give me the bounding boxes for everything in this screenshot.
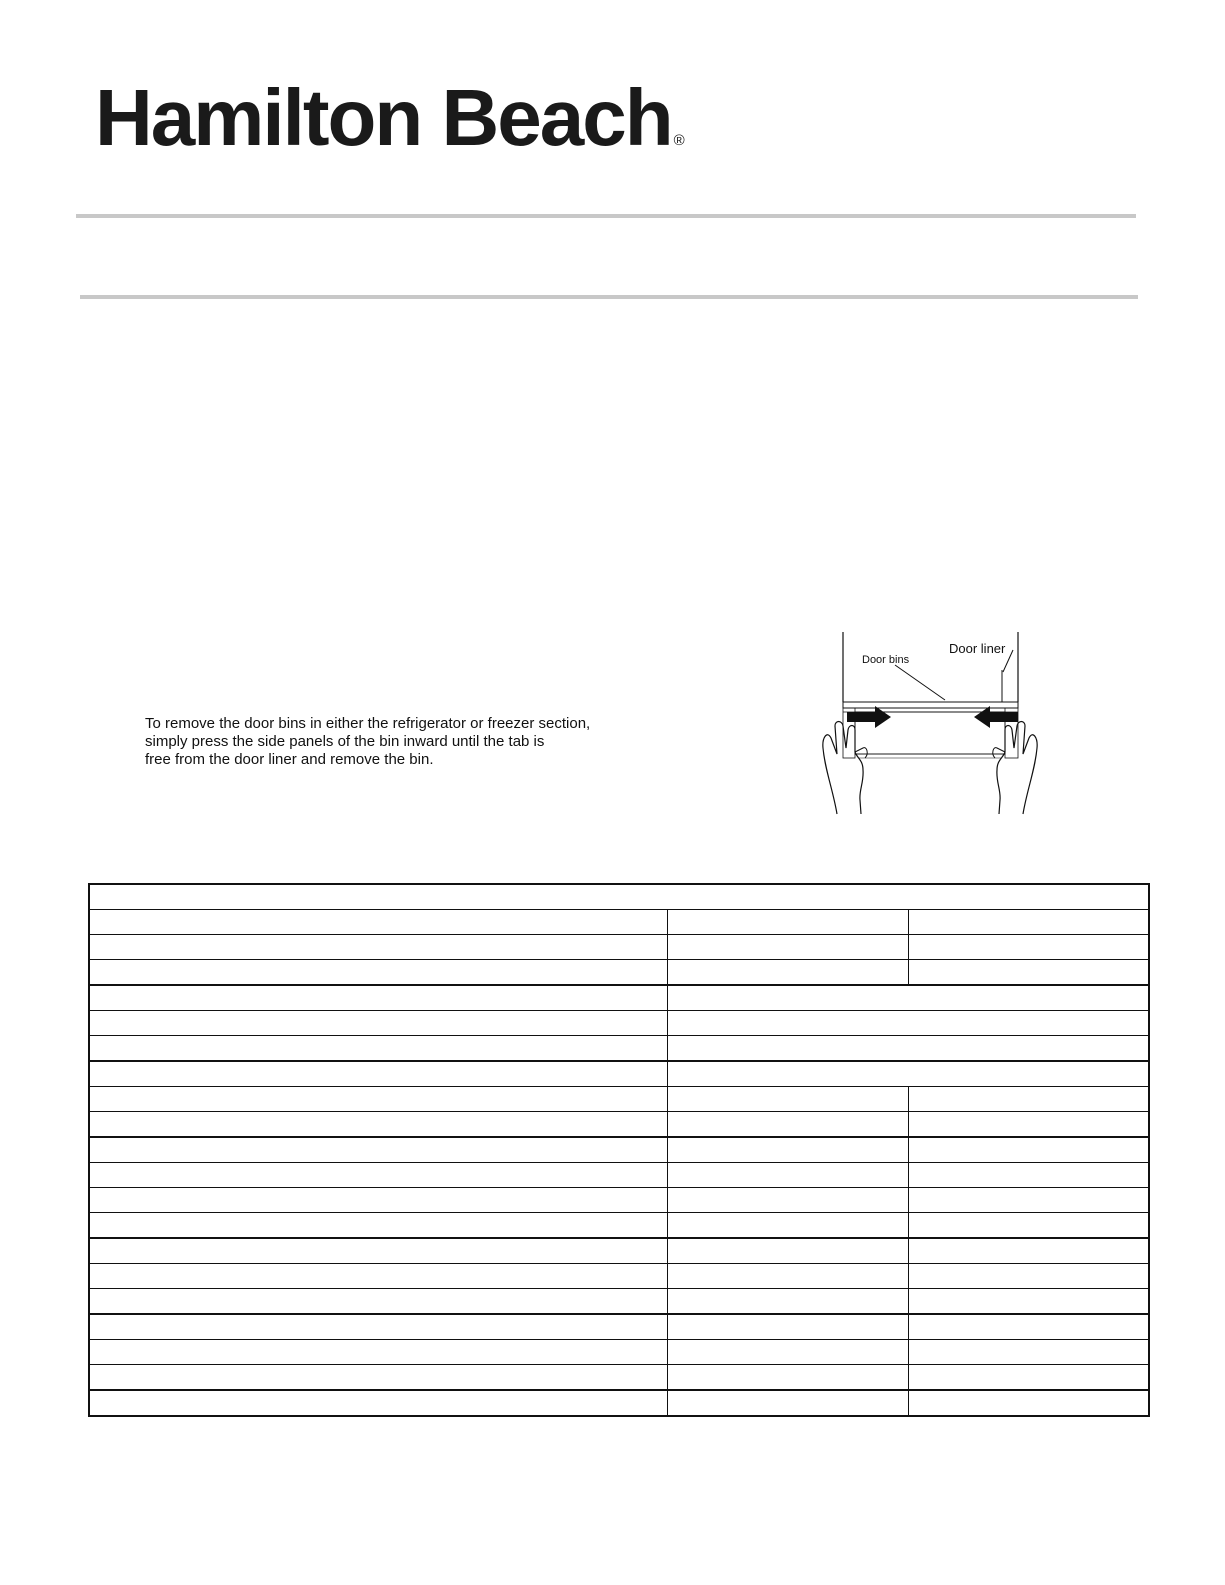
- header-divider-bottom: [80, 295, 1138, 299]
- table-cell: [667, 1390, 908, 1416]
- table-row: [89, 910, 1149, 935]
- table-cell: [89, 1340, 667, 1365]
- table-cell: [89, 1061, 667, 1087]
- table-cell: [908, 1087, 1149, 1112]
- table-cell: [908, 1314, 1149, 1340]
- table-cell: [908, 935, 1149, 960]
- table-cell: [908, 1188, 1149, 1213]
- table-cell: [89, 1163, 667, 1188]
- table-row: [89, 1011, 1149, 1036]
- table-cell: [667, 910, 908, 935]
- table-row: [89, 1340, 1149, 1365]
- table-row: [89, 960, 1149, 986]
- table-cell: [89, 1238, 667, 1264]
- instruction-line: free from the door liner and remove the bin.: [145, 751, 434, 768]
- table-cell: [667, 935, 908, 960]
- table-cell: [667, 1238, 908, 1264]
- table-cell: [89, 1264, 667, 1289]
- table-cell: [908, 1238, 1149, 1264]
- table-cell: [667, 1365, 908, 1391]
- table-cell: [667, 1340, 908, 1365]
- table-cell: [89, 1011, 667, 1036]
- table-cell: [667, 1264, 908, 1289]
- brand-name: Hamilton Beach: [95, 73, 672, 162]
- table-cell: [89, 1036, 667, 1062]
- table-row: [89, 1213, 1149, 1239]
- table-cell: [89, 1365, 667, 1391]
- table-cell: [667, 1213, 908, 1239]
- table-cell: [89, 884, 1149, 910]
- table-row: [89, 1365, 1149, 1391]
- table-row: [89, 1137, 1149, 1163]
- table-cell: [908, 1264, 1149, 1289]
- table-row: [89, 1314, 1149, 1340]
- table-row: [89, 884, 1149, 910]
- table-cell: [89, 1213, 667, 1239]
- table-cell: [667, 1188, 908, 1213]
- table-cell: [667, 960, 908, 986]
- table-cell: [667, 1061, 1149, 1087]
- table-cell: [667, 1036, 1149, 1062]
- table-row: [89, 1289, 1149, 1315]
- brand-logo: [95, 73, 685, 162]
- door-bins-label: Door bins: [862, 654, 910, 666]
- table-cell: [908, 1137, 1149, 1163]
- specifications-table: [88, 883, 1150, 1417]
- table-cell: [667, 1289, 908, 1315]
- table-cell: [667, 985, 1149, 1011]
- table-cell: [908, 1213, 1149, 1239]
- table-row: [89, 1238, 1149, 1264]
- table-cell: [908, 1163, 1149, 1188]
- table-cell: [908, 1289, 1149, 1315]
- table-cell: [908, 910, 1149, 935]
- door-bin-removal-illustration: [815, 630, 1045, 815]
- table-cell: [667, 1314, 908, 1340]
- table-row: [89, 985, 1149, 1011]
- table-row: [89, 1087, 1149, 1112]
- table-cell: [667, 1087, 908, 1112]
- table-row: [89, 1390, 1149, 1416]
- instruction-line: simply press the side panels of the bin inward until the tab is: [145, 733, 545, 750]
- table-cell: [667, 1137, 908, 1163]
- table-row: [89, 1036, 1149, 1062]
- table-row: [89, 1112, 1149, 1138]
- table-cell: [89, 1087, 667, 1112]
- header-divider-top: [76, 214, 1136, 218]
- table-cell: [89, 1390, 667, 1416]
- door-bin-instructions: [145, 715, 665, 769]
- table-row: [89, 1163, 1149, 1188]
- table-cell: [667, 1011, 1149, 1036]
- table-cell: [667, 1112, 908, 1138]
- table-cell: [908, 1340, 1149, 1365]
- table-cell: [89, 1137, 667, 1163]
- table-cell: [908, 1112, 1149, 1138]
- instruction-line: To remove the door bins in either the refrigerator or freezer section,: [145, 715, 591, 732]
- table-row: [89, 1188, 1149, 1213]
- table-cell: [908, 1390, 1149, 1416]
- table-cell: [89, 1289, 667, 1315]
- table-cell: [89, 985, 667, 1011]
- table-row: [89, 1061, 1149, 1087]
- table-cell: [89, 960, 667, 986]
- registered-mark: ®: [673, 132, 685, 149]
- table-cell: [89, 1314, 667, 1340]
- table-cell: [908, 960, 1149, 986]
- table-cell: [89, 910, 667, 935]
- door-liner-label: Door liner: [949, 641, 1006, 656]
- table-cell: [89, 1188, 667, 1213]
- table-cell: [89, 1112, 667, 1138]
- table-row: [89, 935, 1149, 960]
- specifications-table-body: [89, 884, 1149, 1416]
- table-cell: [89, 935, 667, 960]
- table-row: [89, 1264, 1149, 1289]
- table-cell: [667, 1163, 908, 1188]
- table-cell: [908, 1365, 1149, 1391]
